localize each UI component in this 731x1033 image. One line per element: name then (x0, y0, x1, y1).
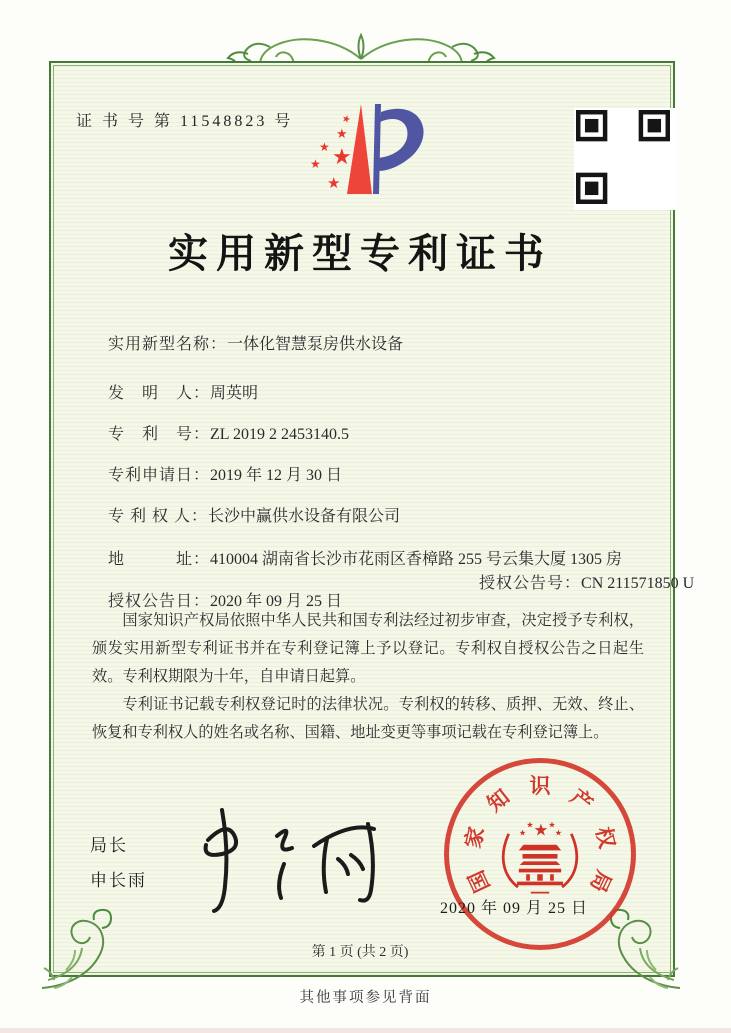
svg-text:★: ★ (319, 140, 330, 154)
svg-text:★: ★ (327, 174, 341, 192)
page-number: 第 1 页 (共 2 页) (311, 945, 409, 960)
director-title: 局长 (90, 836, 128, 855)
field-value: 长沙中赢供水设备有限公司 (208, 508, 401, 525)
field-label: 实用新型名称： (108, 336, 228, 353)
field-value: 周英明 (210, 385, 259, 402)
svg-text:★: ★ (533, 820, 549, 840)
svg-text:★: ★ (340, 112, 352, 127)
legal-paragraph-1: 国家知识产权局依照中华人民共和国专利法经过初步审查，决定授予专利权，颁发实用新型专利证书并在专利登记簿上予以登记。专利权自授权公告之日起生效。专利权期限为十年，自申请日起算。 (92, 612, 644, 685)
field-label: 授权公告号： (479, 575, 582, 592)
certificate-title: 实用新型专利证书 (168, 231, 552, 276)
field-value: CN 211571850 U (581, 575, 695, 592)
svg-text:★: ★ (518, 827, 527, 838)
field-label: 授权公告日： (108, 593, 211, 610)
field-label: 发 明 人： (108, 385, 211, 402)
certificate-number: 证 书 号 第 11548823 号 (76, 113, 294, 130)
logo-stars (310, 113, 352, 192)
official-seal: 国 家 知 识 产 权 局 ★ ★ ★ ★ ★ (444, 758, 636, 950)
svg-text:★: ★ (548, 819, 556, 830)
logo-blue-bar (373, 104, 381, 194)
legal-paragraph-2: 专利证书记载专利权登记时的法律状况。专利权的转移、质押、无效、终止、恢复和专利权人的姓名或名称、国籍、地址变更等事项记载在专利登记簿上。 (92, 696, 644, 741)
svg-text:★: ★ (554, 827, 563, 838)
seal-date: 2020 年 09 月 25 日 (440, 900, 589, 917)
director-signature (178, 804, 393, 916)
field-value: 410004 湖南省长沙市花雨区香樟路 255 号云集大厦 1305 房 (210, 551, 623, 568)
svg-text:★: ★ (310, 157, 321, 171)
field-value: ZL 2019 2 2453140.5 (210, 426, 349, 443)
director-name: 申长雨 (90, 871, 147, 890)
back-side-note: 其他事项参见背面 (299, 990, 432, 1006)
national-emblem-icon (494, 808, 586, 900)
field-grant-no (479, 570, 694, 593)
svg-text:★: ★ (332, 145, 352, 170)
field-label: 地 址： (108, 551, 211, 568)
field-label: 专 利 权 人： (108, 508, 209, 525)
scan-edge-shadow (0, 1028, 731, 1033)
logo-blue-bowl (377, 109, 424, 171)
cnipa-logo (294, 96, 448, 210)
field-value: 2019 年 12 月 30 日 (210, 467, 343, 484)
field-label: 专 利 号： (108, 426, 211, 443)
legal-body-text (92, 607, 644, 747)
field-value: 一体化智慧泵房供水设备 (227, 336, 404, 353)
svg-text:★: ★ (336, 127, 348, 142)
svg-text:★: ★ (526, 819, 534, 830)
field-value: 2020 年 09 月 25 日 (210, 593, 343, 610)
qr-code (574, 108, 676, 210)
field-label: 专利申请日： (108, 467, 211, 484)
